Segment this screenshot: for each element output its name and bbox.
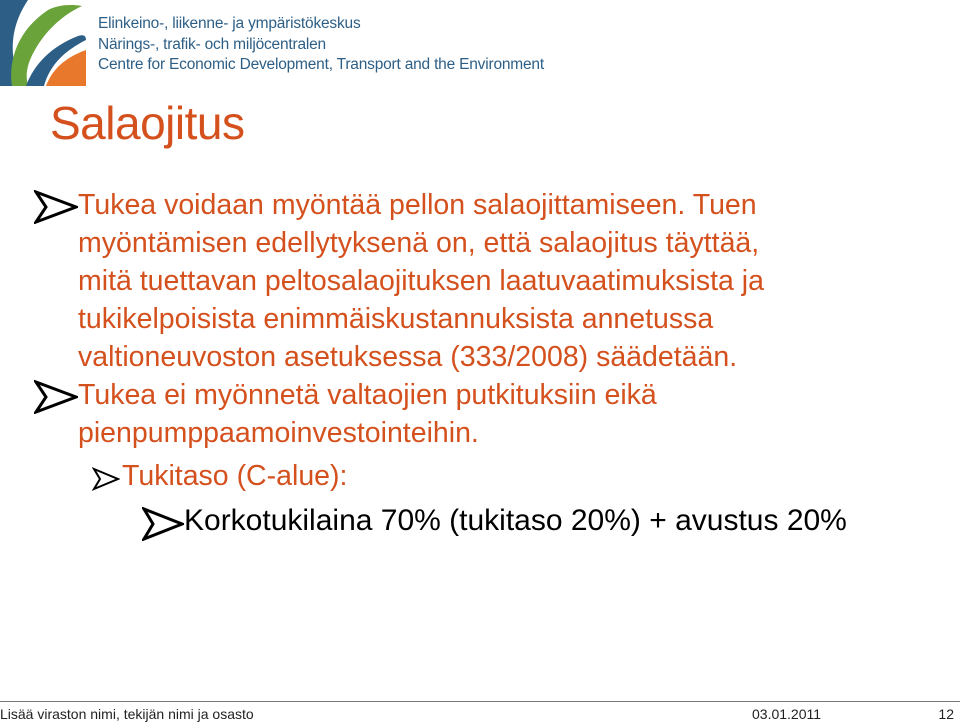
arrowhead-bullet-icon [92,467,120,491]
page-number: 12 [938,706,954,722]
slide-content [0,186,960,541]
arrowhead-bullet-icon [142,507,184,541]
organization-name [98,14,544,76]
arrowhead-bullet-icon [34,380,78,414]
ely-logo-icon [0,0,86,86]
bullet-line: Korkotukilaina 70% (tukitaso 20%) + avustus 20% [184,504,847,537]
bullet-item [0,376,960,452]
bullet-line: Tukea ei myönnetä valtaojien putkituksiin eikä [78,379,657,411]
bullet-line: Tukitaso (C-alue): [122,460,348,492]
footer-author: Lisää viraston nimi, tekijän nimi ja osasto [0,706,254,722]
slide-title: Salaojitus [50,97,245,149]
bullet-item [0,457,960,495]
footer-date: 03.01.2011 [752,706,822,722]
bullet-line: pienpumppaamoinvestointeihin. [78,417,479,449]
bullet-line: valtioneuvoston asetuksessa (333/2008) säädetään. [78,341,738,373]
bullet-item [0,501,960,541]
bullet-item [0,186,960,376]
org-name-swedish: Närings-, trafik- och miljöcentralen [98,35,326,53]
org-name-finnish: Elinkeino-, liikenne- ja ympäristökeskus [98,15,361,32]
bullet-line: myöntämisen edellytyksenä on, että salaojitus täyttää, [78,227,760,259]
bullet-line: mitä tuettavan peltosalaojituksen laatuvaatimuksista ja [78,265,764,297]
bullet-line: Tukea voidaan myöntää pellon salaojittamiseen. Tuen [78,189,757,221]
arrowhead-bullet-icon [34,190,78,224]
footer-divider [0,701,960,702]
org-name-english: Centre for Economic Development, Transport and the Environment [98,56,544,73]
bullet-line: tukikelpoisista enimmäiskustannuksista annetussa [78,303,714,335]
